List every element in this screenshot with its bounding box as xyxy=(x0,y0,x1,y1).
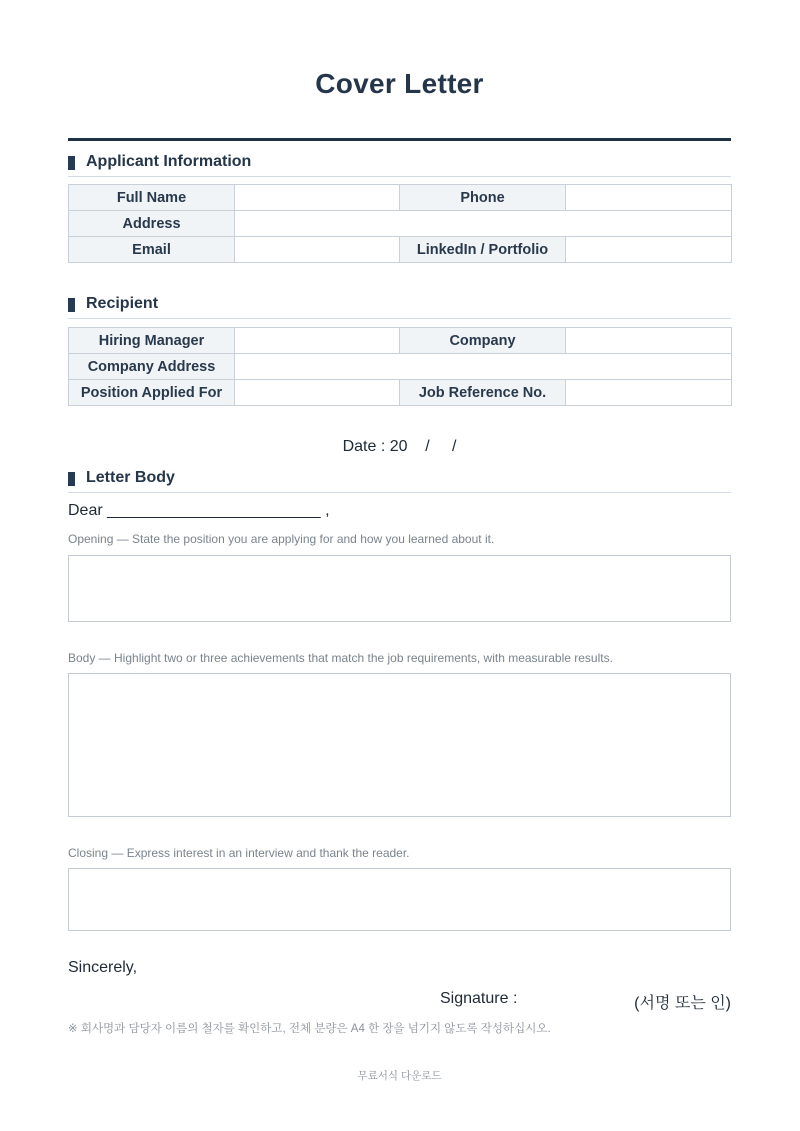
email-field[interactable] xyxy=(235,237,400,263)
sincerely-text: Sincerely, xyxy=(68,959,138,976)
job-ref-label: Job Reference No. xyxy=(400,380,566,406)
body-textbox[interactable] xyxy=(68,673,731,817)
table-row xyxy=(69,354,732,380)
position-field[interactable] xyxy=(235,380,400,406)
linkedin-label: LinkedIn / Portfolio xyxy=(400,237,566,263)
section-title-letter-body: Letter Body xyxy=(86,469,175,486)
opening-hint: Opening — State the position you are applying for and how you learned about it. xyxy=(68,532,495,546)
company-field[interactable] xyxy=(566,328,732,354)
table-row xyxy=(69,380,732,406)
phone-label: Phone xyxy=(400,185,566,211)
position-label: Position Applied For xyxy=(69,380,235,406)
section-header-recipient xyxy=(68,296,731,319)
full-name-field[interactable] xyxy=(235,185,400,211)
linkedin-field[interactable] xyxy=(566,237,732,263)
email-label: Email xyxy=(69,237,235,263)
table-row xyxy=(69,328,732,354)
date-line[interactable]: Date : 20 / / xyxy=(342,438,457,455)
full-name-label: Full Name xyxy=(69,185,235,211)
applicant-info-table xyxy=(68,184,732,263)
address-field[interactable] xyxy=(235,211,732,237)
closing-textbox[interactable] xyxy=(68,868,731,931)
section-header-letter-body xyxy=(68,470,731,493)
company-address-field[interactable] xyxy=(235,354,732,380)
salutation-line[interactable]: Dear ________________________ , xyxy=(68,502,330,519)
body-hint: Body — Highlight two or three achievements that match the job requirements, with measurable results. xyxy=(68,651,613,665)
section-title-applicant: Applicant Information xyxy=(86,153,252,170)
closing-hint: Closing — Express interest in an interview and thank the reader. xyxy=(68,846,410,860)
opening-textbox[interactable] xyxy=(68,555,731,622)
footer-link[interactable]: 무료서식 다운로드 xyxy=(357,1070,442,1082)
section-marker xyxy=(68,472,75,486)
company-address-label: Company Address xyxy=(69,354,235,380)
section-title-recipient: Recipient xyxy=(86,295,159,312)
signature-note: (서명 또는 인) xyxy=(634,995,731,1012)
table-row xyxy=(69,211,732,237)
hiring-manager-field[interactable] xyxy=(235,328,400,354)
phone-field[interactable] xyxy=(566,185,732,211)
footnote: ※ 회사명과 담당자 이름의 철자를 확인하고, 전체 분량은 A4 한 장을 넘기지 않도록 작성하십시오. xyxy=(68,1023,551,1035)
section-marker xyxy=(68,298,75,312)
section-marker xyxy=(68,156,75,170)
title-divider xyxy=(68,138,731,141)
recipient-info-table xyxy=(68,327,732,406)
company-label: Company xyxy=(400,328,566,354)
address-label: Address xyxy=(69,211,235,237)
hiring-manager-label: Hiring Manager xyxy=(69,328,235,354)
job-ref-field[interactable] xyxy=(566,380,732,406)
section-header-applicant xyxy=(68,154,731,177)
signature-label: Signature : xyxy=(440,990,518,1007)
table-row xyxy=(69,185,732,211)
page-title: Cover Letter xyxy=(315,68,484,99)
table-row xyxy=(69,237,732,263)
